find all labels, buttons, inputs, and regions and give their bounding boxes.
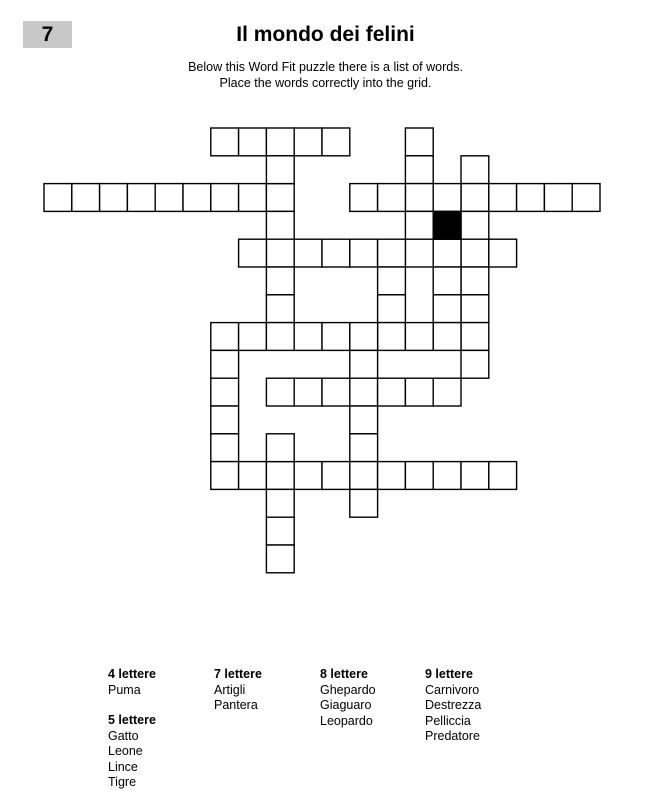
grid-cell[interactable] <box>266 434 294 462</box>
grid-cell[interactable] <box>100 184 128 212</box>
word-item: Ghepardo <box>320 682 376 697</box>
grid-cell[interactable] <box>211 378 239 406</box>
grid-cell[interactable] <box>433 462 461 490</box>
grid-cell[interactable] <box>350 489 378 517</box>
instructions-line-1: Below this Word Fit puzzle there is a list of words. <box>188 60 463 74</box>
grid-cell[interactable] <box>405 184 433 212</box>
grid-cell[interactable] <box>266 267 294 295</box>
grid-cell[interactable] <box>405 323 433 351</box>
grid-cell[interactable] <box>211 128 239 156</box>
grid-cell[interactable] <box>266 489 294 517</box>
grid-cell[interactable] <box>350 323 378 351</box>
grid-cell[interactable] <box>294 378 322 406</box>
grid-cell[interactable] <box>350 350 378 378</box>
grid-cell[interactable] <box>294 128 322 156</box>
word-item: Lince <box>108 759 138 774</box>
grid-block <box>433 211 461 239</box>
grid-cell[interactable] <box>433 267 461 295</box>
word-item: Artigli <box>214 682 246 697</box>
grid-cell[interactable] <box>322 239 350 267</box>
grid-cell[interactable] <box>127 184 155 212</box>
grid-cell[interactable] <box>239 184 267 212</box>
grid-cell[interactable] <box>405 239 433 267</box>
grid-cell[interactable] <box>517 184 545 212</box>
grid-cell[interactable] <box>433 378 461 406</box>
grid-cell[interactable] <box>239 462 267 490</box>
word-list-column-3 <box>320 667 376 729</box>
grid-cell[interactable] <box>266 323 294 351</box>
grid-cell[interactable] <box>461 295 489 323</box>
grid-cell[interactable] <box>239 323 267 351</box>
grid-cell[interactable] <box>405 211 433 239</box>
puzzle-number-badge: 7 <box>23 21 72 48</box>
grid-cell[interactable] <box>489 239 517 267</box>
grid-cell[interactable] <box>461 211 489 239</box>
group-header-7: 7 lettere <box>214 667 262 681</box>
grid-cell[interactable] <box>461 462 489 490</box>
grid-cell[interactable] <box>433 295 461 323</box>
grid-cell[interactable] <box>489 462 517 490</box>
grid-cell[interactable] <box>211 323 239 351</box>
grid-cell[interactable] <box>405 156 433 184</box>
grid-cell[interactable] <box>405 462 433 490</box>
group-header-5: 5 lettere <box>108 713 156 727</box>
word-item: Gatto <box>108 728 139 743</box>
grid-cell[interactable] <box>350 184 378 212</box>
grid-cell[interactable] <box>378 295 406 323</box>
grid-cell[interactable] <box>211 462 239 490</box>
grid-cell[interactable] <box>350 239 378 267</box>
grid-cell[interactable] <box>266 156 294 184</box>
word-item: Leone <box>108 744 143 758</box>
grid-cell[interactable] <box>378 462 406 490</box>
grid-cell[interactable] <box>405 128 433 156</box>
grid-cell[interactable] <box>72 184 100 212</box>
word-item: Destrezza <box>425 698 482 712</box>
word-list-column-4 <box>425 667 481 745</box>
grid-cell[interactable] <box>266 295 294 323</box>
grid-cell[interactable] <box>266 128 294 156</box>
page-title: Il mondo dei felini <box>236 23 415 46</box>
grid-cell[interactable] <box>489 184 517 212</box>
grid-cell[interactable] <box>378 239 406 267</box>
word-item: Puma <box>108 682 141 697</box>
grid-cell[interactable] <box>266 462 294 490</box>
grid-cell[interactable] <box>461 323 489 351</box>
grid-cell[interactable] <box>461 350 489 378</box>
grid-cell[interactable] <box>266 211 294 239</box>
grid-cell[interactable] <box>266 378 294 406</box>
grid-cell[interactable] <box>350 378 378 406</box>
grid-cell[interactable] <box>350 406 378 434</box>
grid-cell[interactable] <box>433 323 461 351</box>
instructions-line-2: Place the words correctly into the grid. <box>219 76 432 90</box>
group-header-4: 4 lettere <box>108 667 156 681</box>
word-item: Pelliccia <box>425 713 471 728</box>
grid-cell[interactable] <box>294 462 322 490</box>
word-item: Predatore <box>425 729 480 743</box>
grid-cell[interactable] <box>544 184 572 212</box>
word-list-column-2 <box>214 667 262 714</box>
grid-cell[interactable] <box>461 184 489 212</box>
group-header-9: 9 lettere <box>425 667 473 681</box>
grid-cell[interactable] <box>294 323 322 351</box>
grid-cell[interactable] <box>322 323 350 351</box>
grid-cell[interactable] <box>211 434 239 462</box>
grid-cell[interactable] <box>266 545 294 573</box>
grid-cell[interactable] <box>378 267 406 295</box>
grid-cell[interactable] <box>294 239 322 267</box>
grid-cell[interactable] <box>322 462 350 490</box>
word-item: Pantera <box>214 698 258 712</box>
grid-cell[interactable] <box>322 128 350 156</box>
grid-cell[interactable] <box>211 350 239 378</box>
grid-cell[interactable] <box>211 406 239 434</box>
word-item: Carnivoro <box>425 682 480 697</box>
word-item: Leopardo <box>320 713 373 728</box>
grid-cell[interactable] <box>572 184 600 212</box>
grid-cell[interactable] <box>378 184 406 212</box>
grid-cell[interactable] <box>239 239 267 267</box>
grid-cell[interactable] <box>433 239 461 267</box>
grid-cell[interactable] <box>211 184 239 212</box>
grid-cell[interactable] <box>183 184 211 212</box>
grid-cell[interactable] <box>155 184 183 212</box>
group-header-8: 8 lettere <box>320 667 368 681</box>
grid-cell[interactable] <box>239 128 267 156</box>
grid-cell[interactable] <box>405 378 433 406</box>
grid-cell[interactable] <box>378 378 406 406</box>
grid-cell[interactable] <box>433 184 461 212</box>
grid-cell[interactable] <box>322 378 350 406</box>
word-list-column-1 <box>108 667 156 791</box>
grid-cell[interactable] <box>350 434 378 462</box>
grid-cell[interactable] <box>461 156 489 184</box>
word-item: Giaguaro <box>320 698 372 712</box>
grid-cell[interactable] <box>350 462 378 490</box>
grid-cell[interactable] <box>461 267 489 295</box>
grid-cell[interactable] <box>266 184 294 212</box>
grid-cell[interactable] <box>44 184 72 212</box>
grid-cell[interactable] <box>378 323 406 351</box>
grid-cell[interactable] <box>461 239 489 267</box>
grid-cell[interactable] <box>266 239 294 267</box>
grid-cell[interactable] <box>266 517 294 545</box>
word-item: Tigre <box>108 775 137 789</box>
